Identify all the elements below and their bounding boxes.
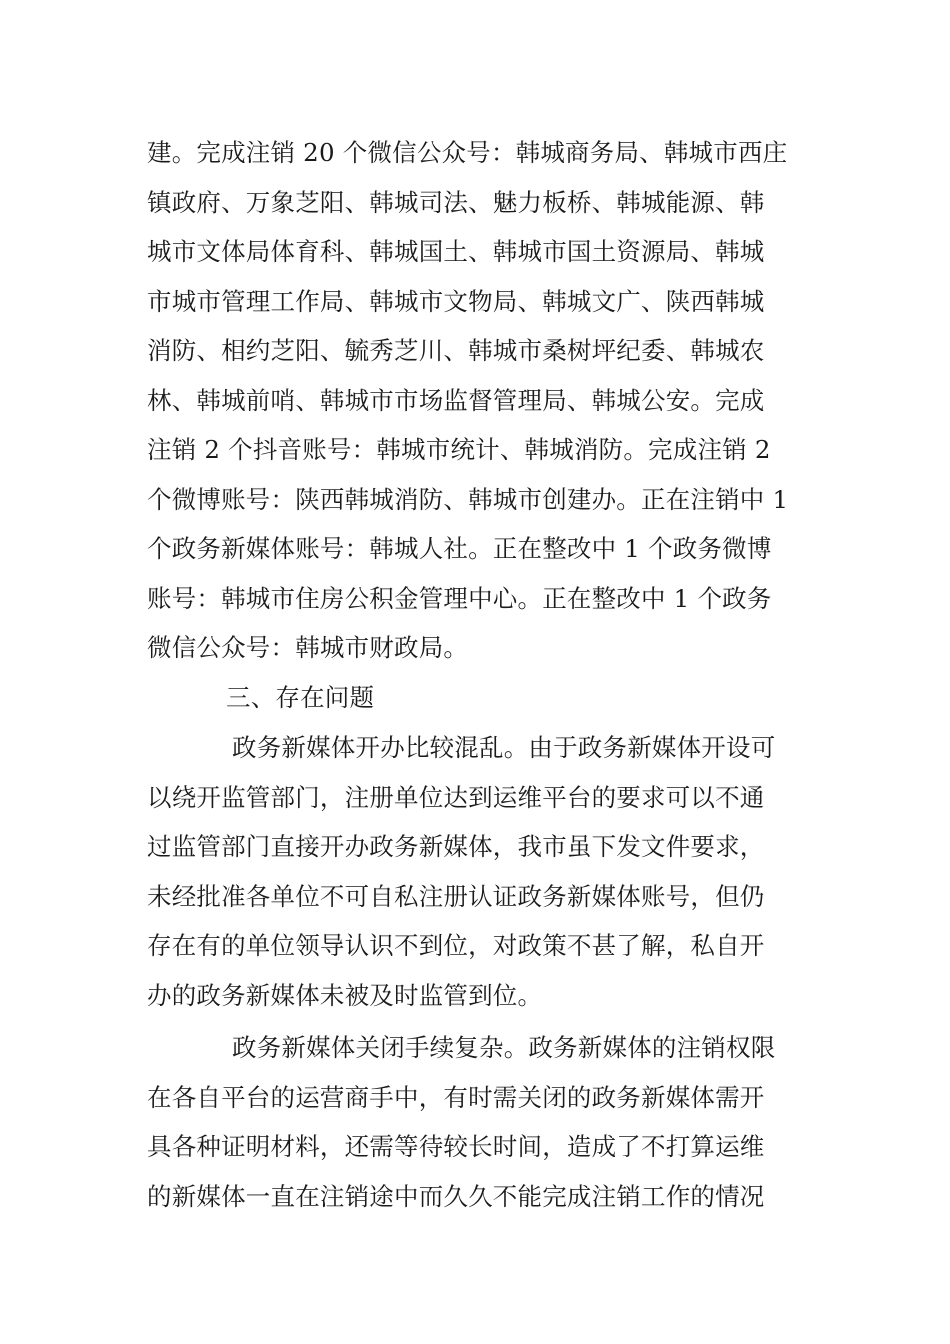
paragraph-3-line: 政务新媒体关闭手续复杂。政务新媒体的注销权限 (232, 1033, 776, 1062)
paragraph-1-line: 城市文体局体育科、韩城国土、韩城市国土资源局、韩城 (147, 237, 765, 266)
paragraph-1-line: 微信公众号：韩城市财政局。 (147, 633, 469, 662)
section-heading: 三、存在问题 (226, 683, 375, 712)
paragraph-2-line: 以绕开监管部门，注册单位达到运维平台的要求可以不通 (147, 782, 765, 812)
paragraph-1-line: 消防、相约芝阳、毓秀芝川、韩城市桑树坪纪委、韩城农 (147, 336, 765, 365)
paragraph-3-line: 的新媒体一直在注销途中而久久不能完成注销工作的情况 (147, 1181, 765, 1211)
paragraph-1-line: 个政务新媒体账号：韩城人社。正在整改中 1 个政务微博 (147, 534, 772, 563)
paragraph-2-line: 政务新媒体开办比较混乱。由于政务新媒体开设可 (232, 733, 776, 762)
paragraph-1 (147, 128, 812, 673)
paragraph-3-line: 在各自平台的运营商手中，有时需关闭的政务新媒体需开 (147, 1082, 765, 1112)
paragraph-1-line: 注销 2 个抖音账号：韩城市统计、韩城消防。完成注销 2 (147, 435, 771, 464)
paragraph-3-line: 具各种证明材料，还需等待较长时间，造成了不打算运维 (147, 1132, 765, 1161)
paragraph-1-line: 个微博账号：陕西韩城消防、韩城市创建办。正在注销中 1 (147, 484, 789, 514)
paragraph-3 (147, 1023, 812, 1221)
paragraph-2 (147, 723, 812, 1020)
paragraph-2-line: 过监管部门直接开办政务新媒体，我市虽下发文件要求， (147, 832, 765, 861)
paragraph-1-line: 镇政府、万象芝阳、韩城司法、魅力板桥、韩城能源、韩 (147, 187, 765, 217)
paragraph-1-line: 建。完成注销 20 个微信公众号：韩城商务局、韩城市西庄 (147, 138, 788, 167)
paragraph-2-line: 未经批准各单位不可自私注册认证政务新媒体账号，但仍 (147, 881, 765, 911)
paragraph-1-line: 林、韩城前哨、韩城市市场监督管理局、韩城公安。完成 (147, 385, 765, 415)
paragraph-1-line: 账号：韩城市住房公积金管理中心。正在整改中 1 个政务 (147, 583, 772, 613)
paragraph-2-line: 办的政务新媒体未被及时监管到位。 (147, 980, 543, 1010)
paragraph-2-line: 存在有的单位领导认识不到位，对政策不甚了解，私自开 (147, 931, 765, 960)
section-heading-block (147, 673, 812, 723)
paragraph-1-line: 市城市管理工作局、韩城市文物局、韩城文广、陕西韩城 (147, 286, 765, 316)
